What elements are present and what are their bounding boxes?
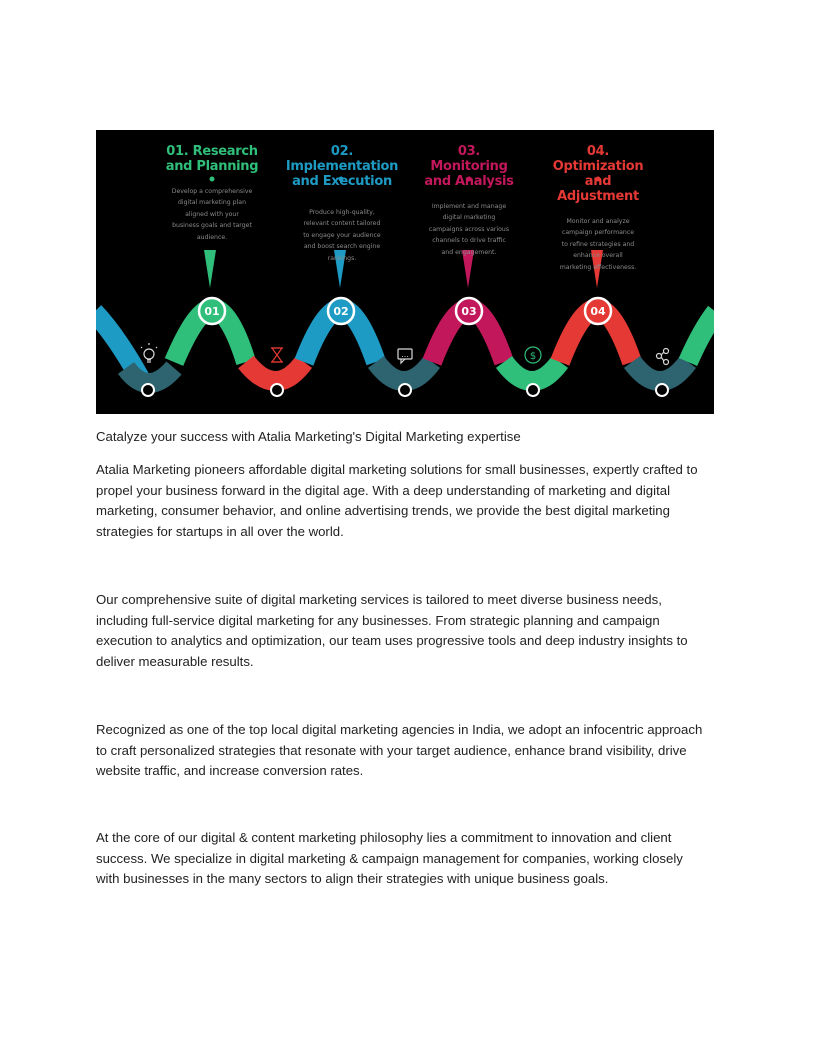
step-1 bbox=[162, 144, 262, 243]
step-1-pointer bbox=[204, 250, 216, 288]
hourglass-icon bbox=[271, 348, 283, 362]
share-icon bbox=[657, 349, 669, 365]
step-3-badge-label: 03 bbox=[461, 305, 477, 318]
recognition-paragraph: Recognized as one of the top local digital marketing agencies in India, we adopt an infocentric approach to craft personalized strategies that resonate with your target audience, enhance brand visibility, drive website traffic, and increase conversion rates. bbox=[96, 722, 703, 779]
intro-paragraph: Atalia Marketing pioneers affordable digital marketing solutions for small businesses, expertly crafted to propel your business forward in the digital age. With a deep understanding of marketing and digital marketing, consumer behavior, and online advertising trends, we provide the best digital marketing strategies for startups in all over the world. bbox=[96, 462, 698, 539]
step-3 bbox=[418, 144, 520, 258]
step-1-badge-label: 01 bbox=[204, 305, 220, 318]
step-2-description: Produce high-quality, relevant content tailored to engage your audience and boost search engine rankings. bbox=[303, 209, 381, 262]
step-2-title: 02. Implementation and Execution bbox=[285, 144, 399, 189]
services-paragraph: Our comprehensive suite of digital marketing services is tailored to meet diverse business needs, including full-service digital marketing for any businesses. From strategic planning and campaign execution to analytics and optimization, our team uses progressive tools and deep industry insights to deliver measurable results. bbox=[96, 592, 688, 669]
node-ring bbox=[656, 384, 668, 396]
step-1-description: Develop a comprehensive digital marketing plan aligned with your business goals and target audience. bbox=[171, 188, 253, 241]
step-4-title: 04. Optimization and Adjustment bbox=[552, 144, 644, 204]
lightbulb-icon bbox=[141, 343, 157, 362]
node-ring bbox=[527, 384, 539, 396]
node-ring bbox=[399, 384, 411, 396]
step-1-title: 01. Research and Planning bbox=[165, 144, 259, 174]
step-2 bbox=[281, 144, 403, 264]
step-2-badge-label: 02 bbox=[333, 305, 349, 318]
philosophy-paragraph: At the core of our digital & content marketing philosophy lies a commitment to innovation and client success. We specialize in digital marketing & campaign management for companies, working closely with businesses in the many sectors to align their strategies with unique business goals. bbox=[96, 830, 683, 887]
chat-dots: … bbox=[401, 350, 409, 359]
image-caption: Catalyze your success with Atalia Marketing's Digital Marketing expertise bbox=[96, 429, 521, 444]
process-infographic bbox=[96, 130, 714, 414]
step-4-badge-label: 04 bbox=[590, 305, 606, 318]
node-ring bbox=[142, 384, 154, 396]
step-3-title: 03. Monitoring and Analysis bbox=[424, 144, 514, 189]
step-4 bbox=[542, 144, 654, 273]
step-3-description: Implement and manage digital marketing campaigns across various channels to drive traffic and engagement. bbox=[428, 203, 510, 256]
step-4-description: Monitor and analyze campaign performance to refine strategies and enhance overall marketing effectiveness. bbox=[559, 218, 637, 271]
node-ring bbox=[271, 384, 283, 396]
dollar-symbol: $ bbox=[529, 351, 537, 362]
